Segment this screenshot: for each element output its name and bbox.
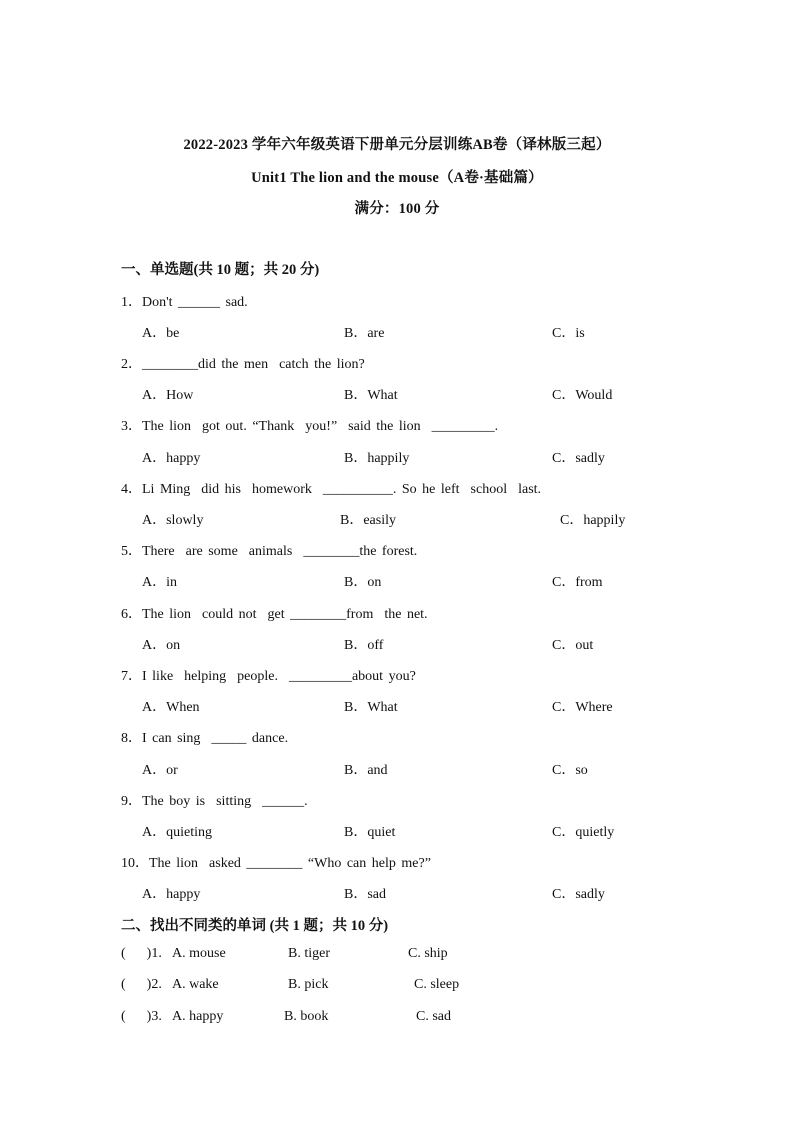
q2-option-b: B．What [344,388,398,403]
odd-one-out-row-3 [121,1009,721,1029]
q3-option-a: A．happy [142,451,201,466]
odd-one-out-row-1 [121,946,721,966]
q2-option-c: C．Would [552,388,613,403]
section-2-heading: 二、找出不同类的单词 (共 1 题；共 10 分) [121,918,389,934]
row-2-option-b: B. pick [288,977,329,992]
question-10: 10．The lion asked ________ “Who can help me?” [121,856,431,871]
q3-option-c: C．sadly [552,451,605,466]
answer-bracket: ( )1. [121,946,162,961]
answer-bracket: ( )3. [121,1009,162,1024]
question-7: 7．I like helping people. _________about you? [121,669,416,684]
q7-option-a: A．When [142,700,200,715]
row-1-option-b: B. tiger [288,946,330,961]
q9-option-a: A．quieting [142,825,212,840]
q10-option-c: C．sadly [552,887,605,902]
odd-one-out-row-2 [121,977,721,997]
q3-option-b: B．happily [344,451,410,466]
q10-option-a: A．happy [142,887,201,902]
q7-option-c: C．Where [552,700,613,715]
q1-option-a: A．be [142,326,180,341]
question-5: 5．There are some animals ________the forest. [121,544,418,559]
q6-option-a: A．on [142,638,181,653]
question-3: 3．The lion got out. “Thank you!” said the lion _________. [121,419,499,434]
row-2-option-a: A. wake [172,977,219,992]
q1-option-b: B．are [344,326,385,341]
q5-option-c: C．from [552,575,603,590]
q9-option-b: B．quiet [344,825,396,840]
row-1-option-a: A. mouse [172,946,226,961]
question-4: 4．Li Ming did his homework __________. So he left school last. [121,482,542,497]
question-8: 8．I can sing _____ dance. [121,731,289,746]
question-2: 2．________did the men catch the lion? [121,357,365,372]
q4-option-b: B．easily [340,513,396,528]
q8-option-b: B．and [344,763,388,778]
q5-option-a: A．in [142,575,177,590]
q8-option-a: A．or [142,763,178,778]
q6-option-b: B．off [344,638,384,653]
q7-option-b: B．What [344,700,398,715]
question-1: 1．Don't ______ sad. [121,295,248,310]
q4-option-a: A．slowly [142,513,204,528]
row-3-option-b: B. book [284,1009,329,1024]
q4-option-c: C．happily [560,513,626,528]
q9-option-c: C．quietly [552,825,615,840]
question-6: 6．The lion could not get ________from the net. [121,607,428,622]
answer-bracket: ( )2. [121,977,162,992]
row-3-option-c: C. sad [416,1009,451,1024]
document-subtitle: Unit1 The lion and the mouse（A卷·基础篇） [251,170,543,186]
row-2-option-c: C. sleep [414,977,460,992]
row-3-option-a: A. happy [172,1009,224,1024]
q10-option-b: B．sad [344,887,386,902]
section-1-heading: 一、单选题(共 10 题；共 20 分) [121,262,320,278]
q1-option-c: C．is [552,326,585,341]
q6-option-c: C．out [552,638,594,653]
row-1-option-c: C. ship [408,946,448,961]
full-score: 满分：100 分 [354,201,440,217]
document-title: 2022-2023 学年六年级英语下册单元分层训练AB卷（译林版三起） [183,137,611,153]
q8-option-c: C．so [552,763,588,778]
question-9: 9．The boy is sitting ______. [121,794,308,809]
q2-option-a: A．How [142,388,194,403]
q5-option-b: B．on [344,575,382,590]
